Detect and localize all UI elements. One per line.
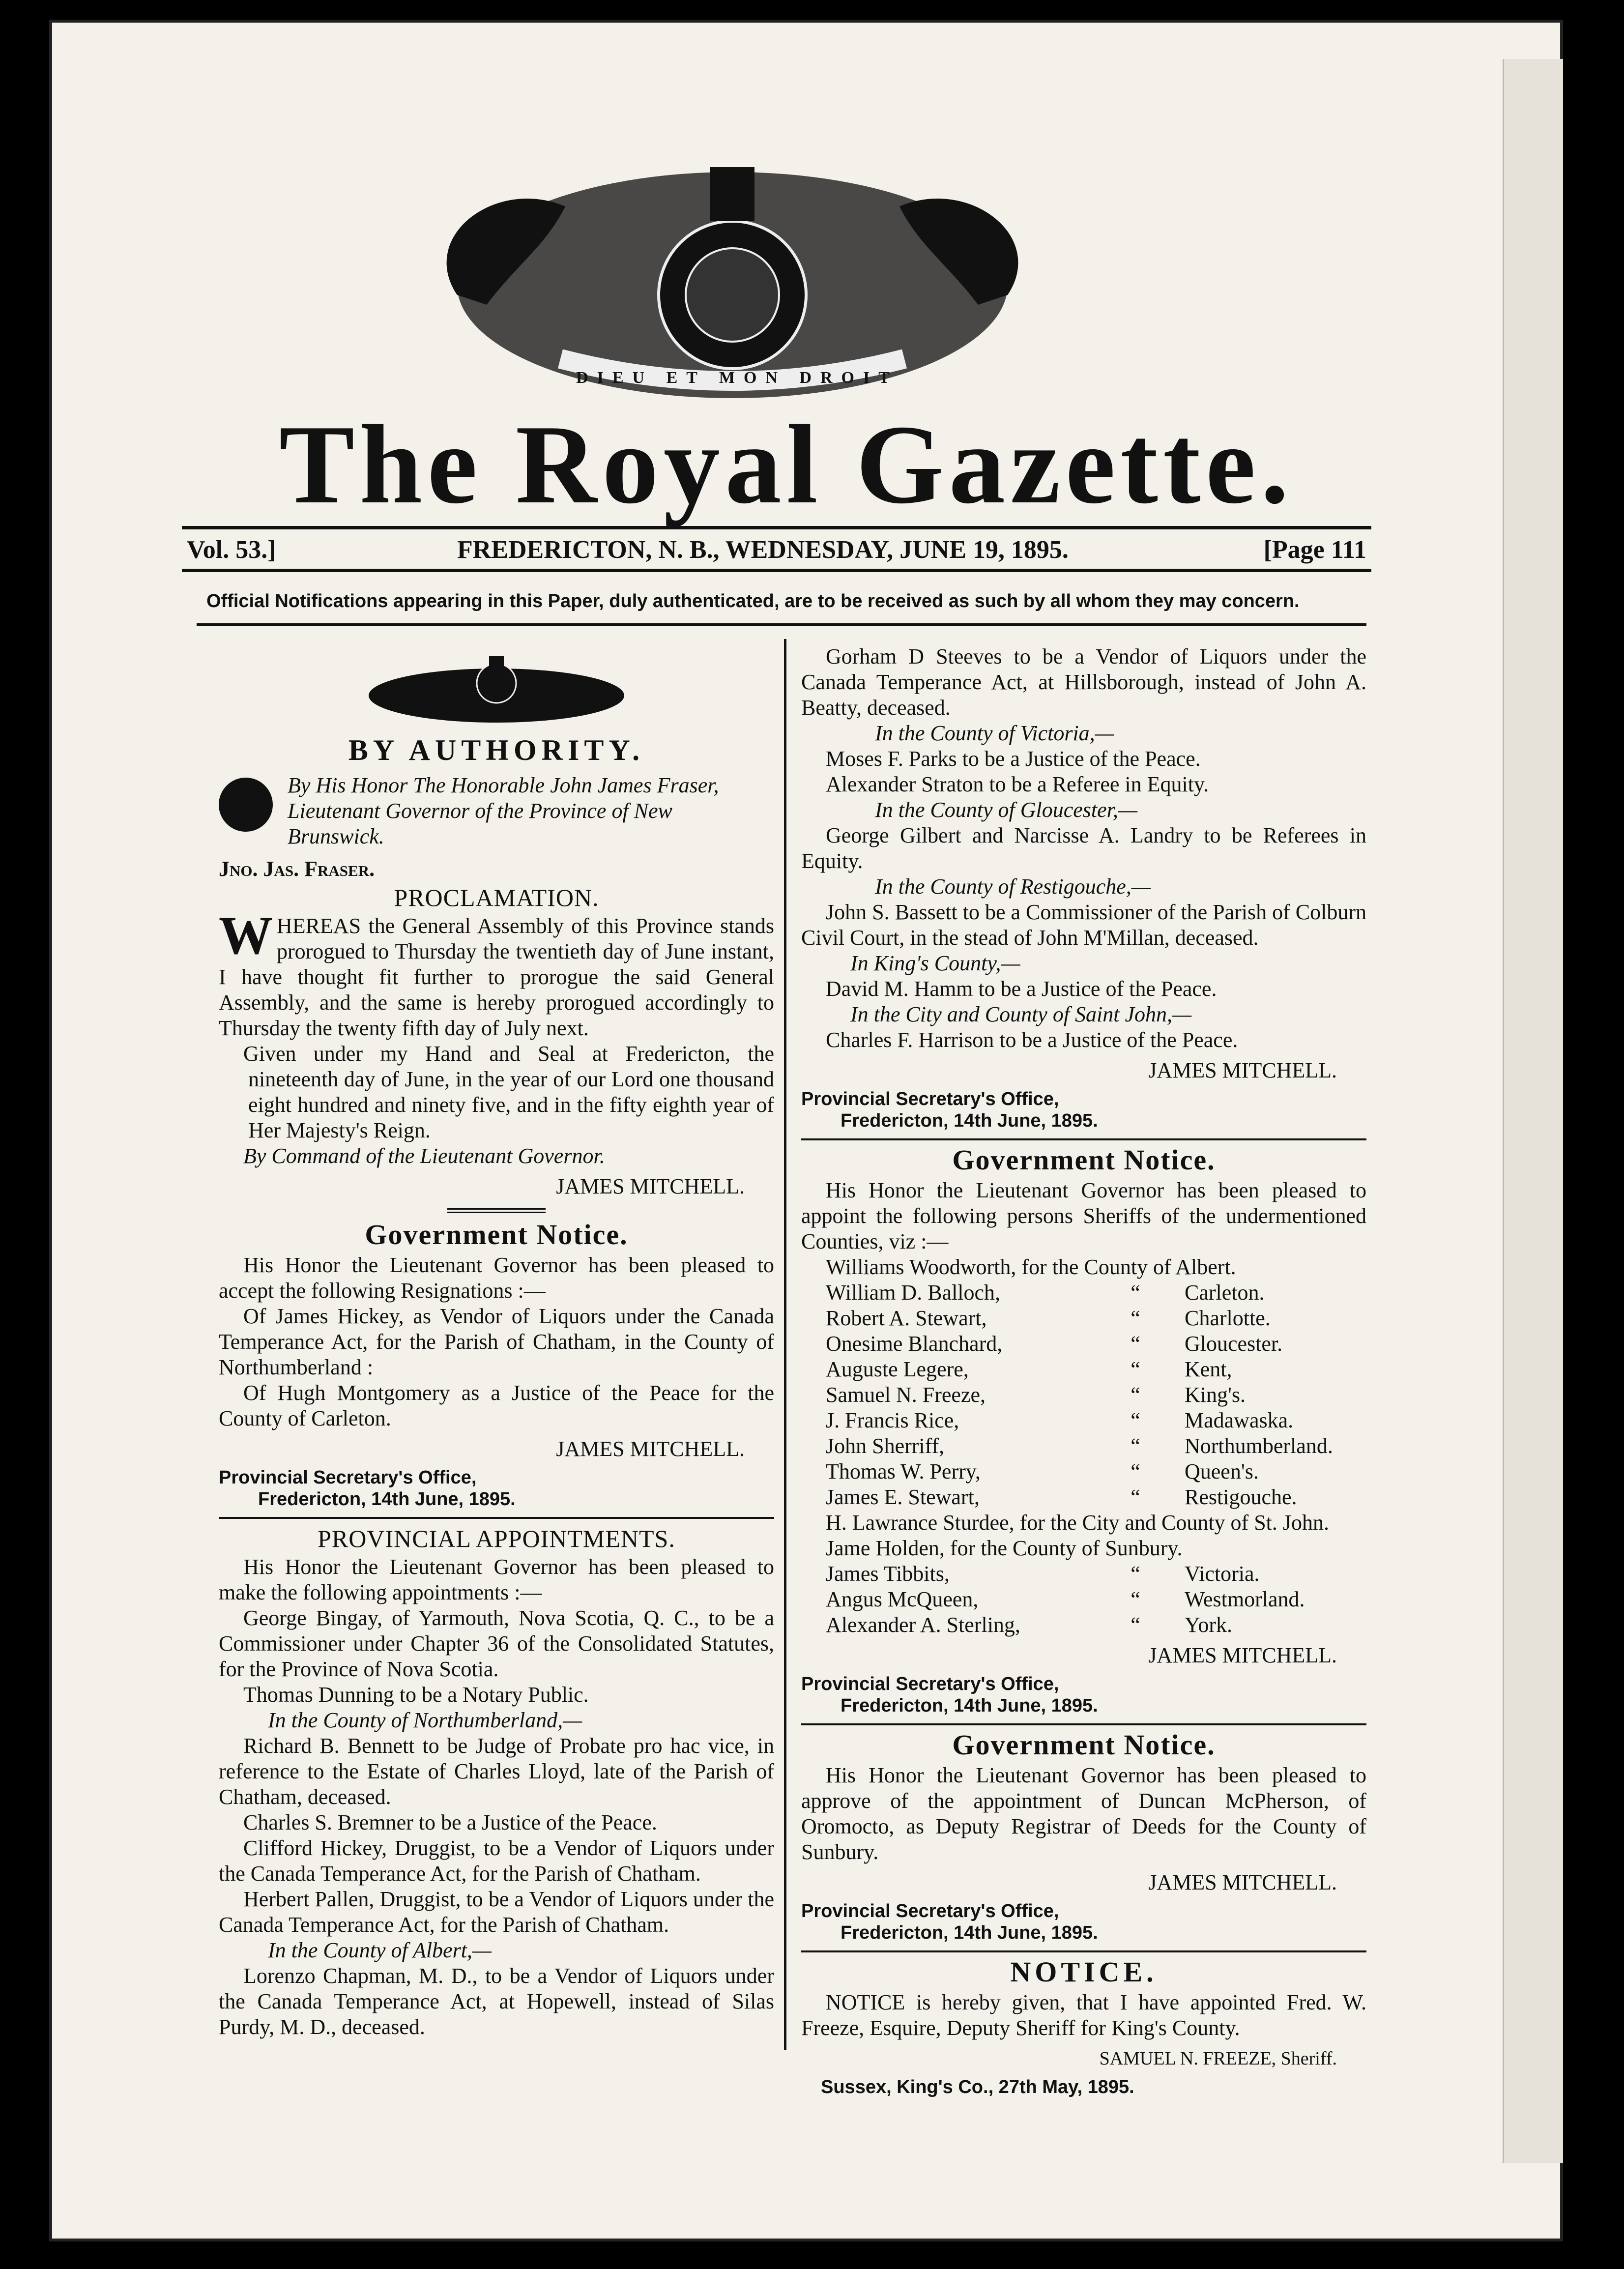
by-authority-heading: BY AUTHORITY. (348, 734, 645, 766)
sheriff-ditto: “ (1131, 1459, 1140, 1484)
signature: JAMES MITCHELL. (556, 1174, 745, 1198)
sheriff-line: Jame Holden, for the County of Sunbury. (826, 1536, 1183, 1560)
sheriff-name: John Sherriff, (826, 1434, 945, 1458)
sheriff-row (801, 1357, 1366, 1382)
given-under-text: Given under my Hand and Seal at Fredericton, the nineteenth day of June, in the year of our Lord one thousand eight hundred and ninety five, and in the fifty eighth year of Her Majesty's Reign. (243, 1042, 774, 1142)
sheriff-line: H. Lawrance Sturdee, for the City and County of St. John. (826, 1511, 1330, 1535)
sheriff-row (801, 1587, 1366, 1612)
signature: JAMES MITCHELL. (1148, 1870, 1337, 1894)
appointments-title: PROVINCIAL APPOINTMENTS. (318, 1525, 675, 1552)
sheriff-county: Restigouche. (1185, 1485, 1297, 1509)
sheriff-row (801, 1484, 1366, 1510)
government-notice-title: Government Notice. (952, 1144, 1216, 1176)
dateline (182, 526, 1371, 572)
county-heading: In King's County,— (850, 951, 1020, 975)
sheriff-row (801, 1612, 1366, 1638)
sheriff-name: Angus McQueen, (826, 1587, 979, 1611)
county-heading: In the City and County of Saint John,— (850, 1002, 1192, 1026)
sheriff-line: Williams Woodworth, for the County of Albert. (826, 1255, 1236, 1279)
appointment: Charles F. Harrison to be a Justice of the Peace. (826, 1028, 1238, 1052)
appointment: Moses F. Parks to be a Justice of the Peace. (826, 747, 1201, 771)
sheriff-row (801, 1408, 1366, 1433)
sheriff-row (801, 1561, 1366, 1587)
notice-text: NOTICE is hereby given, that I have appointed Fred. W. Freeze, Esquire, Deputy Sheriff for King's County. (801, 1990, 1366, 2040)
by-command-line: By Command of the Lieutenant Governor. (243, 1144, 605, 1168)
appointment: George Bingay, of Yarmouth, Nova Scotia, Q. C., to be a Commissioner under Chapter 36 of the Consolidated Statutes, for the Province of Nova Scotia. (219, 1606, 774, 1681)
notice-intro: His Honor the Lieutenant Governor has been pleased to accept the following Resignations :— (219, 1253, 774, 1303)
sheriff-row (801, 1280, 1366, 1306)
sheriff-list (801, 1561, 1366, 1638)
drop-cap: W (219, 905, 273, 965)
sheriff-name: J. Francis Rice, (826, 1408, 959, 1432)
sheriff-ditto: “ (1131, 1280, 1140, 1305)
county-heading: In the County of Albert,— (268, 1938, 492, 1962)
sheriff-ditto: “ (1131, 1306, 1140, 1330)
sheriff-county: Victoria. (1185, 1562, 1260, 1586)
notice-paragraph: Of James Hickey, as Vendor of Liquors under the Canada Temperance Act, for the Parish of Chatham, in the County of Northumberland : (219, 1304, 774, 1379)
signature: SAMUEL N. FREEZE, Sheriff. (1099, 2048, 1337, 2069)
county-heading: In the County of Gloucester,— (875, 798, 1138, 822)
sheriff-county: Gloucester. (1185, 1332, 1283, 1356)
appointment: George Gilbert and Narcisse A. Landry to be Referees in Equity. (801, 823, 1366, 873)
government-notice-title: Government Notice. (365, 1219, 628, 1251)
notice-text: His Honor the Lieutenant Governor has been pleased to approve of the appointment of Duncan McPherson, of Oromocto, as Deputy Registrar of Deeds for the County of Sunbury. (801, 1763, 1366, 1864)
sheriff-county: Charlotte. (1185, 1306, 1271, 1330)
notice-title: NOTICE. (1010, 1956, 1158, 1988)
adjacent-page-edge (1503, 59, 1563, 2163)
appointment: Richard B. Bennett to be Judge of Probate pro hac vice, in reference to the Estate of Charles Lloyd, late of the Parish of Chatham, deceased. (219, 1734, 774, 1809)
sheriff-county: Carleton. (1185, 1280, 1265, 1305)
appointment: Clifford Hickey, Druggist, to be a Vendor of Liquors under the Canada Temperance Act, for the Parish of Chatham. (219, 1836, 774, 1886)
sheriff-ditto: “ (1131, 1485, 1140, 1509)
newspaper-page (49, 20, 1563, 2241)
sheriff-ditto: “ (1131, 1587, 1140, 1611)
appointment: John S. Bassett to be a Commissioner of the Parish of Colburn Civil Court, in the stead of John M'Millan, deceased. (801, 900, 1366, 950)
sheriff-name: James Tibbits, (826, 1562, 950, 1586)
signature: JAMES MITCHELL. (556, 1437, 745, 1461)
notice-intro: His Honor the Lieutenant Governor has been pleased to appoint the following persons Sheriffs of the undermentioned Counties, viz :— (801, 1178, 1366, 1253)
office-line: Provincial Secretary's Office, (801, 1674, 1059, 1694)
divider (801, 1723, 1366, 1725)
county-heading: In the County of Northumberland,— (268, 1708, 582, 1732)
signature: JAMES MITCHELL. (1148, 1058, 1337, 1082)
sheriff-county: King's. (1185, 1383, 1246, 1407)
seal-icon (219, 778, 273, 832)
sheriff-name: Robert A. Stewart, (826, 1306, 987, 1330)
sheriff-name: Alexander A. Sterling, (826, 1613, 1020, 1637)
divider (219, 1517, 774, 1519)
signatory-short: Jno. Jas. Fraser. (219, 857, 375, 881)
sheriff-row (801, 1306, 1366, 1331)
sheriff-list (801, 1280, 1366, 1510)
appointment: Charles S. Bremner to be a Justice of the Peace. (243, 1810, 657, 1834)
sheriff-name: James E. Stewart, (826, 1485, 980, 1509)
county-heading: In the County of Victoria,— (875, 721, 1114, 745)
sheriff-name: Samuel N. Freeze, (826, 1383, 986, 1407)
page-number: [Page 111 (1263, 536, 1366, 564)
proclamation-text: HEREAS the General Assembly of this Province stands prorogued to Thursday the twentieth day of June instant, I have thought fit further to prorogue the said General Assembly, and the same is hereby prorogued accordingly to Thursday the twenty fifth day of July next. (219, 914, 774, 1040)
sheriff-ditto: “ (1131, 1383, 1140, 1407)
right-column (801, 644, 1366, 2098)
sheriff-name: Onesime Blanchard, (826, 1332, 1003, 1356)
left-column (219, 644, 774, 2040)
crest-motto: DIEU ET MON DROIT (576, 369, 899, 387)
column-divider (784, 639, 786, 2050)
office-line: Provincial Secretary's Office, (219, 1467, 477, 1488)
sheriff-county: Kent, (1185, 1357, 1232, 1381)
office-date: Fredericton, 14th June, 1895. (841, 1110, 1098, 1131)
appointment: Thomas Dunning to be a Notary Public. (243, 1683, 589, 1707)
notice-paragraph: Of Hugh Montgomery as a Justice of the Peace for the County of Carleton. (219, 1381, 774, 1430)
office-date: Fredericton, 14th June, 1895. (841, 1922, 1098, 1943)
official-notice-line: Official Notifications appearing in this Paper, duly authenticated, are to be received as such by all whom they may concern. (206, 591, 1300, 611)
sheriff-row (801, 1331, 1366, 1357)
office-date: Fredericton, 14th June, 1895. (841, 1695, 1098, 1716)
sheriff-ditto: “ (1131, 1434, 1140, 1458)
sheriff-row (801, 1433, 1366, 1459)
appointment: Lorenzo Chapman, M. D., to be a Vendor of Liquors under the Canada Temperance Act, at Hopewell, instead of Silas Purdy, M. D., deceased. (219, 1964, 774, 2039)
sheriff-name: Auguste Legere, (826, 1357, 969, 1381)
sheriff-ditto: “ (1131, 1613, 1140, 1637)
signature: JAMES MITCHELL. (1148, 1643, 1337, 1667)
small-crest-icon (359, 654, 634, 727)
appointments-intro: His Honor the Lieutenant Governor has been pleased to make the following appointments :— (219, 1555, 774, 1604)
notice-place-date: Sussex, King's Co., 27th May, 1895. (821, 2077, 1134, 2097)
proclamation-title: PROCLAMATION. (394, 884, 599, 911)
divider (197, 623, 1366, 626)
sheriff-row (801, 1382, 1366, 1408)
sheriff-county: York. (1185, 1613, 1233, 1637)
sheriff-ditto: “ (1131, 1357, 1140, 1381)
sheriff-row (801, 1459, 1366, 1484)
appointment: Gorham D Steeves to be a Vendor of Liquors under the Canada Temperance Act, at Hillsborough, instead of John A. Beatty, deceased. (801, 644, 1366, 720)
issue-date: FREDERICTON, N. B., WEDNESDAY, JUNE 19, 1895. (457, 536, 1069, 564)
office-line: Provincial Secretary's Office, (801, 1089, 1059, 1109)
sheriff-ditto: “ (1131, 1408, 1140, 1432)
divider (801, 1950, 1366, 1952)
office-date: Fredericton, 14th June, 1895. (258, 1489, 516, 1510)
sheriff-county: Queen's. (1185, 1459, 1259, 1484)
masthead-title: The Royal Gazette. (279, 402, 1294, 527)
sheriff-ditto: “ (1131, 1562, 1140, 1586)
divider (801, 1138, 1366, 1140)
government-notice-title: Government Notice. (952, 1729, 1216, 1761)
appointment: Herbert Pallen, Druggist, to be a Vendor of Liquors under the Canada Temperance Act, for the Parish of Chatham. (219, 1887, 774, 1937)
sheriff-county: Northumberland. (1185, 1434, 1333, 1458)
sheriff-county: Madawaska. (1185, 1408, 1294, 1432)
sheriff-ditto: “ (1131, 1332, 1140, 1356)
sheriff-name: William D. Balloch, (826, 1280, 1001, 1305)
office-line: Provincial Secretary's Office, (801, 1901, 1059, 1921)
appointment: David M. Hamm to be a Justice of the Peace. (826, 977, 1217, 1001)
volume-number: Vol. 53.] (187, 536, 276, 564)
appointment: Alexander Straton to be a Referee in Equity. (826, 772, 1209, 796)
divider (447, 1208, 546, 1213)
by-honor-line: By His Honor The Honorable John James Fraser, Lieutenant Governor of the Province of New Brunswick. (288, 773, 719, 848)
sheriff-name: Thomas W. Perry, (826, 1459, 981, 1484)
county-heading: In the County of Restigouche,— (875, 874, 1151, 899)
sheriff-county: Westmorland. (1185, 1587, 1305, 1611)
